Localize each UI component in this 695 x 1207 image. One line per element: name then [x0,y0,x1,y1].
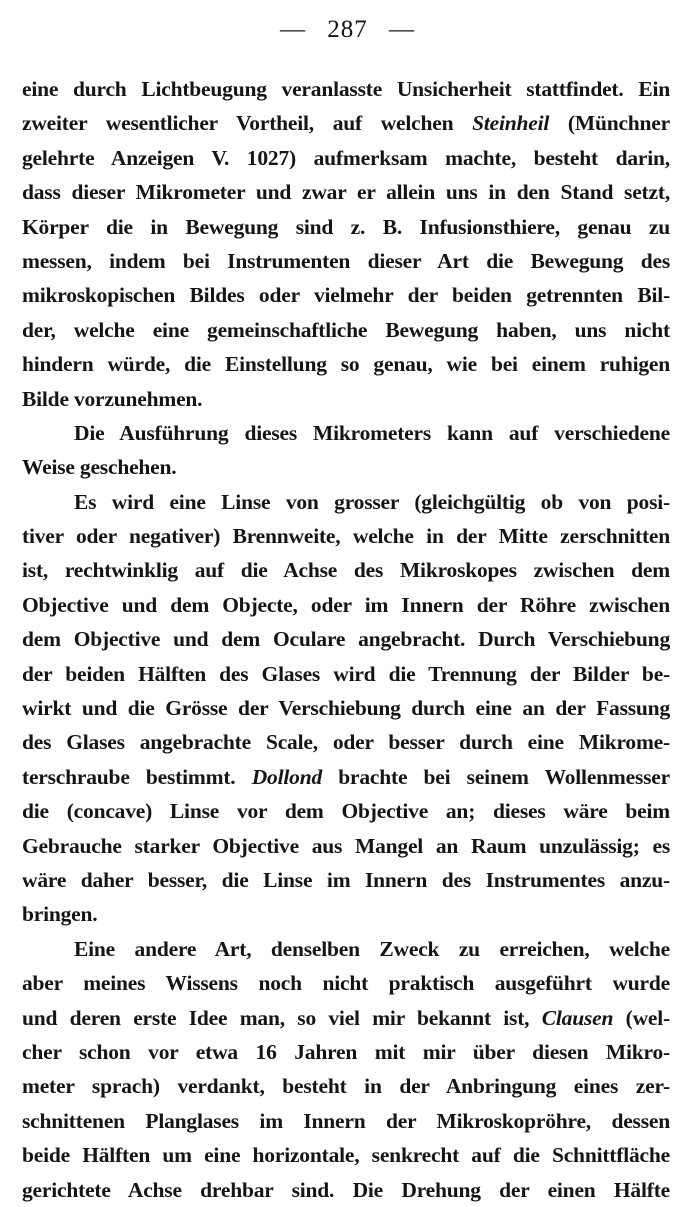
text-segment: der, welche eine gemeinschaftliche Bewegung haben, uns nicht [22,317,670,342]
text-segment: hindern würde, die Einstellung so genau, wie bei einem ruhigen [22,352,670,377]
text-line [22,210,670,244]
text-line [22,863,670,897]
text-line [22,932,670,966]
text-segment: Die Ausführung dieses Mikrometers kann auf verschiedene [74,420,670,445]
text-line [22,588,670,622]
text-line [22,106,670,140]
text-segment: gerichtete Achse drehbar sind. Die Drehung der einen Hälfte [22,1177,670,1202]
text-segment: ist, rechtwinklig auf die Achse des Mikroskopes zwischen dem [22,558,670,583]
text-segment: (Münchner [549,111,670,136]
author-name: Steinheil [472,111,550,136]
text-segment: cher schon vor etwa 16 Jahren mit mir über diesen Mikro- [22,1039,670,1064]
text-segment: Es wird eine Linse von grosser (gleichgültig ob von posi- [74,489,670,514]
text-segment: dem Objective und dem Oculare angebracht. Durch Verschiebung [22,627,670,652]
text-segment: schnittenen Planglases im Innern der Mikroskopröhre, dessen [22,1108,670,1133]
text-segment: mikroskopischen Bildes oder vielmehr der beiden getrennten Bil- [22,283,670,308]
text-line [22,519,670,553]
text-line [22,141,670,175]
text-line [22,485,670,519]
text-segment: bringen. [22,902,98,927]
text-segment: wäre daher besser, die Linse im Innern des Instrumentes anzu- [22,867,670,892]
text-segment: eine durch Lichtbeugung veranlasste Unsicherheit stattfindet. Ein [22,77,670,101]
text-segment: Objective und dem Objecte, oder im Innern der Röhre zwischen [22,592,670,617]
text-line [22,553,670,587]
page-number: 287 [327,16,368,43]
text-segment: gelehrte Anzeigen V. 1027) aufmerksam machte, besteht darin, [22,145,670,170]
text-line [22,1104,670,1138]
text-segment: Körper die in Bewegung sind z. B. Infusionsthiere, genau zu [22,214,670,239]
text-segment: Weise geschehen. [22,455,177,480]
text-segment: wirkt und die Grösse der Verschiebung durch eine an der Fassung [22,696,670,721]
text-line [22,794,670,828]
text-segment: zweiter wesentlicher Vortheil, auf welchen [22,111,473,136]
page-header [0,16,695,44]
text-segment: und deren erste Idee man, so viel mir bekannt ist, [22,1005,542,1030]
text-segment: der beiden Hälften des Glases wird die Trennung der Bilder be- [22,661,670,686]
author-name: Clausen [541,1005,614,1030]
text-line [22,382,670,416]
text-segment: beide Hälften um eine horizontale, senkrecht auf die Schnittfläche [22,1143,670,1168]
header-dash-left: — [280,16,306,43]
text-line [22,416,670,450]
text-segment: Gebrauche starker Objective aus Mangel an Raum unzulässig; es [22,833,670,858]
text-segment: terschraube bestimmt. [22,764,252,789]
text-segment: (wel- [613,1005,670,1030]
text-line [22,622,670,656]
text-segment: messen, indem bei Instrumenten dieser Art die Bewegung des [22,248,670,273]
text-line [22,691,670,725]
header-dash-right: — [389,16,415,43]
text-line [22,313,670,347]
text-segment: dass dieser Mikrometer und zwar er allein uns in den Stand setzt, [22,180,670,205]
text-line [22,1001,670,1035]
body-text [22,72,670,1207]
author-name: Dollond [251,764,322,789]
text-line [22,760,670,794]
text-line [22,244,670,278]
text-segment: Bilde vorzunehmen. [22,386,203,411]
text-segment: des Glases angebrachte Scale, oder besser durch eine Mikrome- [22,730,670,755]
text-line [22,347,670,381]
text-line [22,829,670,863]
text-segment: meter sprach) verdankt, besteht in der Anbringung eines zer- [22,1074,670,1099]
text-segment: brachte bei seinem Wollenmesser [322,764,670,789]
text-line [22,72,670,106]
text-line [22,725,670,759]
text-line [22,966,670,1000]
text-line [22,1173,670,1207]
text-line [22,1035,670,1069]
text-segment: die (concave) Linse vor dem Objective an; dieses wäre beim [22,799,670,824]
text-line [22,657,670,691]
text-line [22,897,670,931]
text-line [22,278,670,312]
text-line [22,1138,670,1172]
text-line [22,1069,670,1103]
text-line [22,175,670,209]
text-segment: Eine andere Art, denselben Zweck zu erreichen, welche [74,936,670,961]
text-line [22,450,670,484]
text-segment: aber meines Wissens noch nicht praktisch ausgeführt wurde [22,971,670,996]
text-segment: tiver oder negativer) Brennweite, welche in der Mitte zerschnitten [22,524,670,549]
